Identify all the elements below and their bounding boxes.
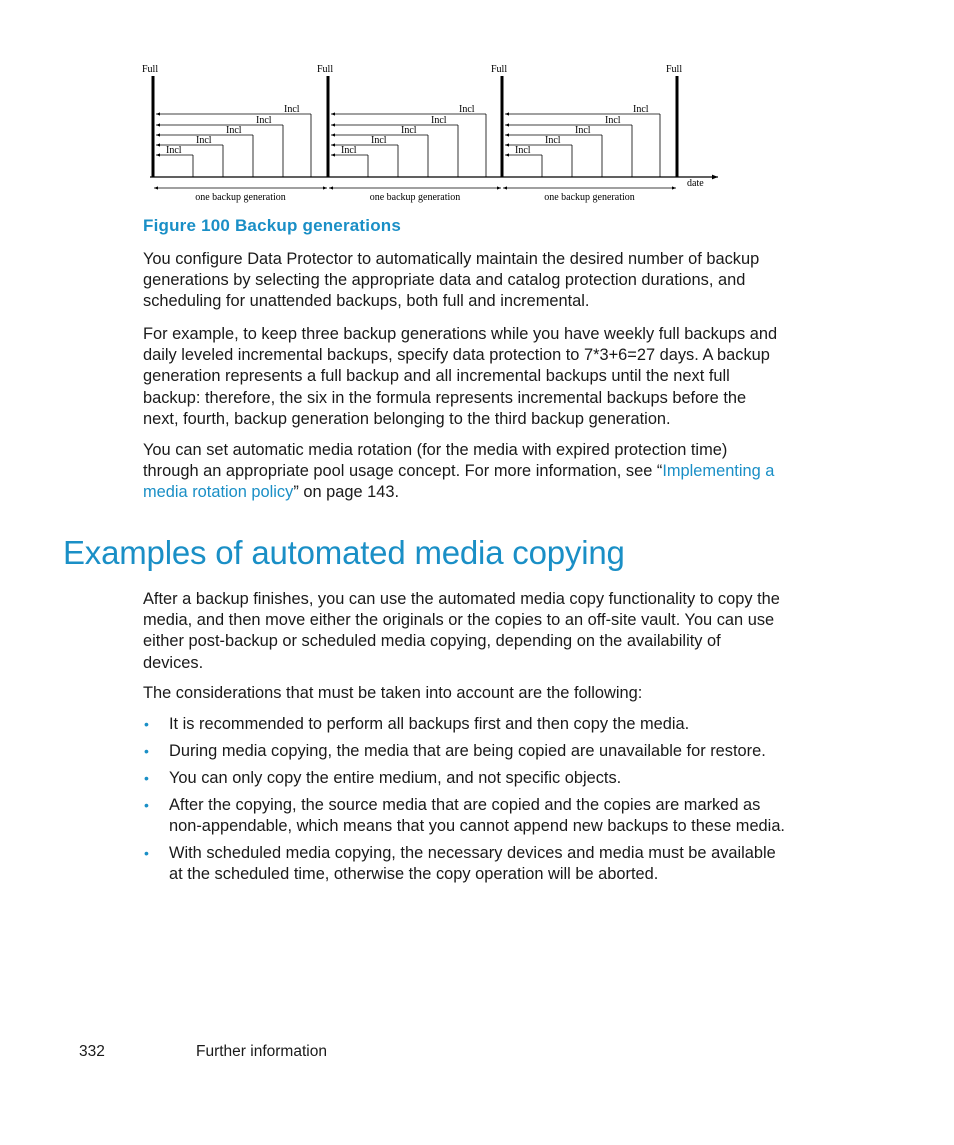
bullet-icon: • bbox=[144, 845, 149, 862]
increment-label: Incl bbox=[196, 135, 212, 146]
backup-generations-diagram bbox=[140, 58, 730, 208]
list-item-text: After the copying, the source media that are copied and the copies are marked as non-appendable, which means that you cannot append new backups to these media. bbox=[169, 796, 785, 836]
list-item-text: With scheduled media copying, the necessary devices and media must be available at the scheduled time, otherwise the copy operation will be aborted. bbox=[169, 844, 776, 884]
increment-label: Incl bbox=[401, 125, 417, 136]
full-backup-label: Full bbox=[491, 64, 508, 75]
increment-label: Incl bbox=[575, 125, 591, 136]
footer-section-title: Further information bbox=[196, 1043, 327, 1060]
paragraph-text: ” on page 143. bbox=[293, 483, 400, 502]
paragraph-considerations: The considerations that must be taken into account are the following: bbox=[143, 684, 643, 702]
generation-label: one backup generation bbox=[369, 192, 461, 203]
increment-label: Incl bbox=[166, 145, 182, 156]
increment-label: Incl bbox=[256, 115, 272, 126]
paragraph-backup-generations: You configure Data Protector to automatically maintain the desired number of backup generations by selecting the appropriate data and catalog protection durations, and scheduling for unattended backups, both full and incremental. bbox=[143, 250, 760, 311]
figure-caption: Figure 100 Backup generations bbox=[143, 216, 402, 235]
list-item bbox=[143, 843, 788, 885]
list-item bbox=[143, 741, 788, 762]
list-item bbox=[143, 768, 788, 789]
full-backup-label: Full bbox=[317, 64, 334, 75]
increment-label: Incl bbox=[459, 104, 475, 115]
list-item-text: During media copying, the media that are being copied are unavailable for restore. bbox=[169, 742, 766, 760]
bullet-icon: • bbox=[144, 797, 149, 813]
increment-label: Incl bbox=[515, 145, 531, 156]
paragraph-example: For example, to keep three backup generations while you have weekly full backups and daily leveled incremental backups, specify data protection to 7*3+6=27 days. A backup generation represents a full backup and all incremental backups until the next full backup: therefore, the six in the formula represents incremental backups before the next, fourth, backup generation belonging to the third backup generation. bbox=[143, 325, 778, 428]
page-number: 332 bbox=[79, 1043, 105, 1060]
generation-label: one backup generation bbox=[195, 192, 286, 203]
list-item bbox=[143, 714, 788, 735]
list-item-text: It is recommended to perform all backups first and then copy the media. bbox=[169, 715, 690, 733]
full-backup-label: Full bbox=[142, 64, 159, 75]
bullet-icon: • bbox=[144, 743, 149, 759]
date-label: date bbox=[687, 178, 704, 189]
paragraph-media-rotation bbox=[143, 440, 783, 504]
full-backup-label: Full bbox=[666, 64, 683, 75]
bullet-icon: • bbox=[144, 716, 149, 732]
generation-label: one backup generation bbox=[544, 192, 635, 203]
list-item bbox=[143, 795, 788, 837]
increment-label: Incl bbox=[545, 135, 561, 146]
bullet-icon: • bbox=[144, 770, 149, 786]
increment-label: Incl bbox=[605, 115, 621, 126]
increment-label: Incl bbox=[431, 115, 447, 126]
paragraph-media-copy: After a backup finishes, you can use the automated media copy functionality to copy the media, and then move either the originals or the copies to an off-site vault. You can use either post-backup or scheduled media copying, depending on the availability of devices. bbox=[143, 590, 780, 672]
increment-label: Incl bbox=[371, 135, 387, 146]
increment-label: Incl bbox=[284, 104, 300, 115]
increment-label: Incl bbox=[226, 125, 242, 136]
list-item-text: You can only copy the entire medium, and not specific objects. bbox=[169, 769, 622, 787]
section-heading: Examples of automated media copying bbox=[63, 534, 625, 571]
increment-label: Incl bbox=[341, 145, 357, 156]
paragraph-text: You can set automatic media rotation (for the media with expired protection time) through an appropriate pool usage concept. For more information, see “ bbox=[143, 441, 728, 481]
considerations-list bbox=[143, 714, 788, 891]
media-rotation-policy-link[interactable]: Implementing a media rotation policy bbox=[143, 462, 775, 502]
increment-label: Incl bbox=[633, 104, 649, 115]
